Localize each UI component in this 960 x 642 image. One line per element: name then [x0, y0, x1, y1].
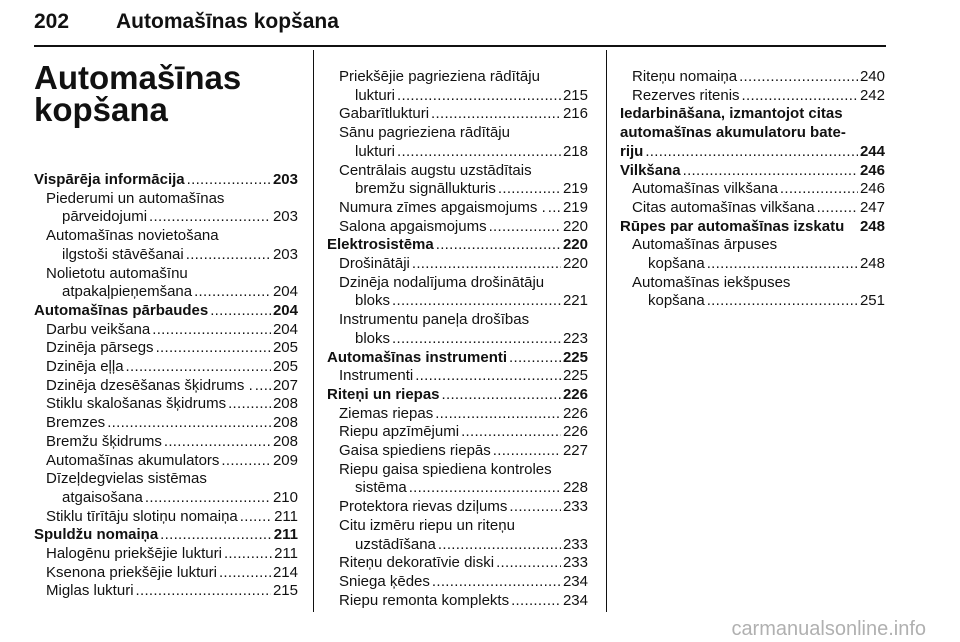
toc-entry-line: Automašīnas iekšpuses — [632, 273, 791, 291]
toc-section[interactable]: Vilkšana ..... 246 — [620, 162, 885, 181]
toc-entry[interactable]: Sniega ķēdes ..... 234 — [327, 573, 588, 592]
toc-entry[interactable]: Gaisa spiediens riepās ..... 227 — [327, 442, 588, 461]
toc-section[interactable]: Rūpes par automašīnas izskatu 248 — [620, 217, 885, 235]
toc-section[interactable]: Automašīnas pārbaudes ..... 204 — [34, 302, 298, 321]
toc-entry-line: Nolietotu automašīnu — [46, 264, 188, 282]
toc-entry-line: Sānu pagrieziena rādītāju — [339, 124, 510, 142]
toc-entry[interactable]: Stiklu skalošanas šķidrums ..... 208 — [34, 395, 298, 414]
toc-entry-line: Automašīnas ārpuses — [632, 236, 778, 254]
toc-entry-line: Priekšējie pagrieziena rādītāju — [339, 68, 540, 85]
toc-section[interactable]: Spuldžu nomaiņa ..... 211 — [34, 526, 298, 545]
toc-entry[interactable]: Automašīnas vilkšana ..... 246 — [620, 180, 885, 199]
toc-entry[interactable]: Riteņu dekoratīvie diski ..... 233 — [327, 554, 588, 573]
toc-entry[interactable]: Dzinēja pārsegs ..... 205 — [34, 339, 298, 358]
toc-entry[interactable]: lukturi ..... 218 — [327, 143, 588, 162]
toc-entry[interactable]: uzstādīšana ..... 233 — [327, 536, 588, 555]
chapter-title: Automašīnas kopšana — [34, 59, 242, 128]
toc-entry[interactable]: bremžu signāllukturis ..... 219 — [327, 180, 588, 199]
toc-entry[interactable]: bloks ..... 223 — [327, 330, 588, 349]
toc-entry[interactable]: bloks ..... 221 — [327, 292, 588, 311]
toc-entry[interactable]: Numura zīmes apgaismojums . ..... 219 — [327, 199, 588, 218]
toc-section[interactable]: Elektrosistēma ..... 220 — [327, 236, 588, 255]
toc-entry-line: Centrālais augstu uzstādītais — [339, 161, 532, 179]
toc-entry-line: Instrumentu paneļa drošības — [339, 311, 530, 329]
toc-entry[interactable]: Stiklu tīrītāju slotiņu nomaiņa ..... 211 — [34, 508, 298, 527]
toc-entry-line: Citu izmēru riepu un riteņu — [339, 516, 515, 534]
toc-entry[interactable]: Ziemas riepas ..... 226 — [327, 405, 588, 424]
toc-entry[interactable]: atpakaļpieņemšana ..... 204 — [34, 283, 298, 302]
toc-entry-line: Dīzeļdegvielas sistēmas — [46, 470, 207, 488]
toc-entry[interactable]: Drošinātāji ..... 220 — [327, 255, 588, 274]
toc-entry[interactable]: pārveidojumi ..... 203 — [34, 208, 298, 227]
toc-entry[interactable]: Darbu veikšana ..... 204 — [34, 321, 298, 340]
page-header — [34, 4, 886, 48]
toc-entry[interactable]: sistēma ..... 228 — [327, 479, 588, 498]
header-rule — [34, 45, 886, 47]
toc-section-line: automašīnas akumulatoru bate- — [620, 124, 846, 142]
toc-column-3 — [620, 68, 885, 311]
toc-section[interactable]: Automašīnas instrumenti ..... 225 — [327, 349, 588, 368]
toc-entry[interactable]: Salona apgaismojums ..... 220 — [327, 218, 588, 237]
toc-entry[interactable]: lukturi ..... 215 — [327, 87, 588, 106]
toc-entry-line: Automašīnas novietošana — [46, 227, 219, 245]
toc-entry[interactable]: kopšana ..... 248 — [620, 255, 885, 274]
toc-entry[interactable]: Riepu apzīmējumi ..... 226 — [327, 423, 588, 442]
toc-entry[interactable]: Gabarītlukturi ..... 216 — [327, 105, 588, 124]
page-number: 202 — [34, 10, 70, 33]
toc-entry-line: Dzinēja nodalījuma drošinātāju — [339, 273, 545, 291]
toc-entry-line: Piederumi un automašīnas — [46, 189, 225, 207]
toc-section[interactable]: Riteņi un riepas ..... 226 — [327, 386, 588, 405]
column-divider-right — [606, 50, 607, 612]
watermark: carmanualsonline.info — [731, 618, 926, 640]
toc-section[interactable]: Vispārēja informācija ..... 203 — [34, 171, 298, 190]
toc-entry[interactable]: Citas automašīnas vilkšana ..... 247 — [620, 199, 885, 218]
toc-entry[interactable]: Bremzes ..... 208 — [34, 414, 298, 433]
toc-entry[interactable]: Automašīnas akumulators ..... 209 — [34, 452, 298, 471]
toc-section-line: Iedarbināšana, izmantojot citas — [620, 105, 843, 123]
toc-entry[interactable]: kopšana ..... 251 — [620, 292, 885, 311]
toc-entry[interactable]: ilgstoši stāvēšanai ..... 203 — [34, 246, 298, 265]
toc-entry[interactable]: Dzinēja dzesēšanas šķidrums . ..... 207 — [34, 377, 298, 396]
toc-entry[interactable]: Dzinēja eļļa ..... 205 — [34, 358, 298, 377]
toc-section[interactable]: riju ..... 244 — [620, 143, 885, 162]
toc-column-1 — [34, 171, 298, 601]
toc-entry[interactable]: Protektora rievas dziļums ..... 233 — [327, 498, 588, 517]
toc-entry[interactable]: atgaisošana ..... 210 — [34, 489, 298, 508]
toc-entry[interactable]: Riepu remonta komplekts ..... 234 — [327, 592, 588, 611]
toc-entry[interactable]: Instrumenti ..... 225 — [327, 367, 588, 386]
toc-entry[interactable]: Rezerves ritenis ..... 242 — [620, 87, 885, 106]
running-title: Automašīnas kopšana — [116, 10, 339, 33]
toc-column-2 — [327, 68, 588, 610]
toc-entry[interactable]: Miglas lukturi ..... 215 — [34, 582, 298, 601]
toc-entry[interactable]: Bremžu šķidrums ..... 208 — [34, 433, 298, 452]
toc-entry[interactable]: Ksenona priekšējie lukturi ..... 214 — [34, 564, 298, 583]
column-divider-left — [313, 50, 314, 612]
toc-entry[interactable]: Riteņu nomaiņa ..... 240 — [620, 68, 885, 87]
toc-entry-line: Riepu gaisa spiediena kontroles — [339, 460, 552, 478]
toc-entry[interactable]: Halogēnu priekšējie lukturi ..... 211 — [34, 545, 298, 564]
